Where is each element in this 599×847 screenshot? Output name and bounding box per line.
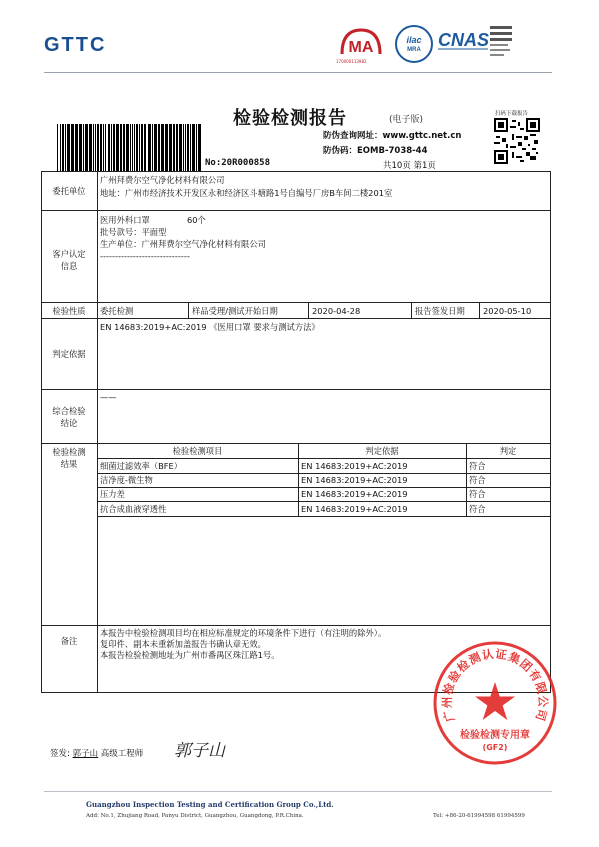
barcode-bar <box>158 124 160 171</box>
footer-phone: Tel: +86-20-61994598 61994599 <box>433 813 525 819</box>
barcode-bar <box>67 124 70 171</box>
barcode-bar <box>187 124 189 171</box>
table-line <box>41 318 551 319</box>
seal-code: (GF2) <box>482 743 508 752</box>
barcode-bar <box>97 124 99 171</box>
barcode-bar <box>71 124 74 171</box>
table-line <box>97 458 551 459</box>
table-line <box>41 443 551 444</box>
table-line <box>97 516 551 517</box>
footer-company: Guangzhou Inspection Testing and Certification Group Co.,Ltd. <box>86 800 334 809</box>
result-basis: EN 14683:2019+AC:2019 <box>301 475 408 485</box>
barcode-bar <box>134 124 135 171</box>
results-header-verdict: 判定 <box>499 446 517 456</box>
sample-qty: 60个 <box>187 215 206 225</box>
barcode-bar <box>75 124 78 171</box>
barcode-bar <box>62 124 64 171</box>
footer-address: Add: No.1, Zhujiang Road, Panyu District, Guangzhou, Guangdong, P.R.China. <box>86 813 304 819</box>
sample-label <box>41 248 97 272</box>
svg-text:MRA: MRA <box>407 47 421 53</box>
barcode-bar <box>83 124 84 171</box>
table-line <box>479 302 480 318</box>
barcode-bar <box>179 124 182 171</box>
barcode-bar <box>60 124 61 171</box>
barcode-bar <box>176 124 178 171</box>
table-line <box>41 625 551 626</box>
barcode-bar <box>165 124 168 171</box>
remark-line: 本报告检验检测地址为广州市番禺区珠江路1号。 <box>100 650 280 660</box>
barcode-bar <box>198 124 201 171</box>
nature-value: 委托检测 <box>100 306 134 316</box>
barcode-bar <box>100 124 102 171</box>
issuer-line <box>50 747 143 759</box>
barcode-bar <box>79 124 82 171</box>
barcode-bar <box>116 124 119 171</box>
barcode-bar <box>136 124 138 171</box>
barcode-bar <box>173 124 175 171</box>
barcode-bar <box>123 124 125 171</box>
result-verdict: 符合 <box>469 461 486 471</box>
issue-label: 报告签发日期 <box>415 306 465 316</box>
sample-model: 批号款号：平面型 <box>100 227 167 237</box>
qr-code[interactable] <box>494 118 540 164</box>
barcode-bar <box>93 124 94 171</box>
barcode-bar <box>89 124 92 171</box>
table-line <box>188 302 189 318</box>
qr-label: 扫码下载报告 <box>495 111 529 117</box>
issuer-name: 郭子山 <box>72 749 99 759</box>
barcode-bar <box>65 124 66 171</box>
barcode-bar <box>148 124 151 171</box>
table-line <box>550 171 551 693</box>
barcode-bar <box>183 124 184 171</box>
remark-line: 复印件、副本未重新加盖报告书确认章无效。 <box>100 639 266 649</box>
report-title: 检验检测报告 <box>233 108 347 129</box>
result-basis: EN 14683:2019+AC:2019 <box>301 504 408 514</box>
barcode-bar <box>57 124 58 171</box>
conclusion-label-line: 结论 <box>60 418 78 428</box>
barcode-bar <box>152 124 153 171</box>
cnas-logo <box>436 22 516 68</box>
barcode <box>57 124 203 171</box>
barcode-bar <box>105 124 106 171</box>
receive-label: 样品受理/测试开始日期 <box>192 306 278 316</box>
barcode-bar <box>126 124 129 171</box>
issuer-label: 签发: <box>50 749 70 759</box>
barcode-bar <box>185 124 186 171</box>
issuer-title: 高级工程师 <box>100 749 144 759</box>
nature-label: 检验性质 <box>52 306 86 316</box>
sample-name: 医用外科口罩 <box>100 215 150 225</box>
barcode-bar <box>196 124 197 171</box>
result-item: 压力差 <box>100 489 125 499</box>
barcode-bar <box>130 124 131 171</box>
barcode-bar <box>190 124 191 171</box>
barcode-bar <box>144 124 146 171</box>
barcode-bar <box>169 124 172 171</box>
client-address: 地址：广州市经济技术开发区永和经济区斗塘路1号自编号厂房B车间二楼201室 <box>100 188 393 198</box>
conclusion-label-line: 综合检验 <box>52 406 86 416</box>
barcode-bar <box>85 124 88 171</box>
seal-ring-text: 广州检验检测认证集团有限公司 <box>439 646 551 724</box>
issue-date: 2020-05-10 <box>483 306 532 316</box>
svg-text:MA: MA <box>348 39 374 56</box>
barcode-bar <box>108 124 110 171</box>
barcode-bar <box>113 124 115 171</box>
result-item: 抗合成血液穿透性 <box>100 504 167 514</box>
result-basis: EN 14683:2019+AC:2019 <box>301 489 408 499</box>
table-line <box>411 302 412 318</box>
barcode-bar <box>132 124 133 171</box>
signature-glyphs: 郭子山 <box>174 741 225 761</box>
ma-cert-number: 170000113982 <box>336 59 367 64</box>
verify-code: 防伪码：EOMB-7038-44 <box>323 146 428 156</box>
barcode-bar <box>111 124 112 171</box>
client-label: 委托单位 <box>52 186 86 196</box>
remark-line: 本报告中检验检测项目均在相应标准规定的环境条件下进行（有注明的除外）。 <box>100 628 387 638</box>
results-header-item: 检验检测项目 <box>172 446 223 456</box>
handwritten-signature <box>172 736 232 762</box>
ma-cert-logo <box>338 26 384 60</box>
results-label <box>41 446 97 470</box>
result-item: 洁净度-微生物 <box>100 475 153 485</box>
seal-star <box>475 682 515 720</box>
report-number: No:20R000858 <box>205 158 271 168</box>
basis-value: EN 14683:2019+AC:2019 《医用口罩 要求与测试方法》 <box>100 322 320 332</box>
footer-divider <box>44 791 552 792</box>
barcode-bar <box>161 124 164 171</box>
receive-date: 2020-04-28 <box>312 306 361 316</box>
barcode-bar <box>95 124 96 171</box>
barcode-bar <box>139 124 140 171</box>
table-line <box>41 210 551 211</box>
table-line <box>97 501 551 502</box>
barcode-bar <box>120 124 122 171</box>
conclusion-value: —— <box>100 392 117 402</box>
barcode-bar <box>103 124 104 171</box>
sample-label-line: 信息 <box>60 261 78 271</box>
results-header-basis: 判定依据 <box>365 446 399 456</box>
conclusion-label <box>41 405 97 429</box>
report-table <box>41 171 551 693</box>
header-divider <box>44 72 552 73</box>
table-line <box>41 389 551 390</box>
sample-label-line: 客户认定 <box>52 249 86 259</box>
table-line <box>97 171 98 693</box>
barcode-bar <box>192 124 195 171</box>
verify-website: 防伪查询网址：www.gttc.net.cn <box>323 131 462 141</box>
table-line <box>41 302 551 303</box>
sample-maker: 生产单位：广州拜费尔空气净化材料有限公司 <box>100 239 266 249</box>
result-verdict: 符合 <box>469 489 486 499</box>
remarks-label: 备注 <box>60 636 78 646</box>
report-subtitle: (电子版) <box>389 115 424 125</box>
basis-label: 判定依据 <box>52 349 86 359</box>
gttc-logo: GTTC <box>44 34 107 56</box>
table-line <box>41 171 551 172</box>
svg-text:ilac: ilac <box>406 35 422 45</box>
barcode-bar <box>154 124 157 171</box>
result-verdict: 符合 <box>469 475 486 485</box>
ilac-mra-logo <box>393 24 435 64</box>
svg-text:CNAS: CNAS <box>438 30 490 50</box>
results-label-line: 结果 <box>60 459 78 469</box>
results-label-line: 检验检测 <box>52 447 86 457</box>
seal-center-text: 检验检测专用章 <box>460 730 530 741</box>
barcode-bar <box>141 124 143 171</box>
client-name: 广州拜费尔空气净化材料有限公司 <box>100 175 225 185</box>
official-seal <box>432 640 558 766</box>
result-basis: EN 14683:2019+AC:2019 <box>301 461 408 471</box>
result-item: 细菌过滤效率（BFE） <box>100 461 183 471</box>
result-verdict: 符合 <box>469 504 486 514</box>
table-line <box>308 302 309 318</box>
page-info: 共10页 第1页 <box>383 161 436 171</box>
sample-dash: ------------------------------ <box>100 251 190 261</box>
